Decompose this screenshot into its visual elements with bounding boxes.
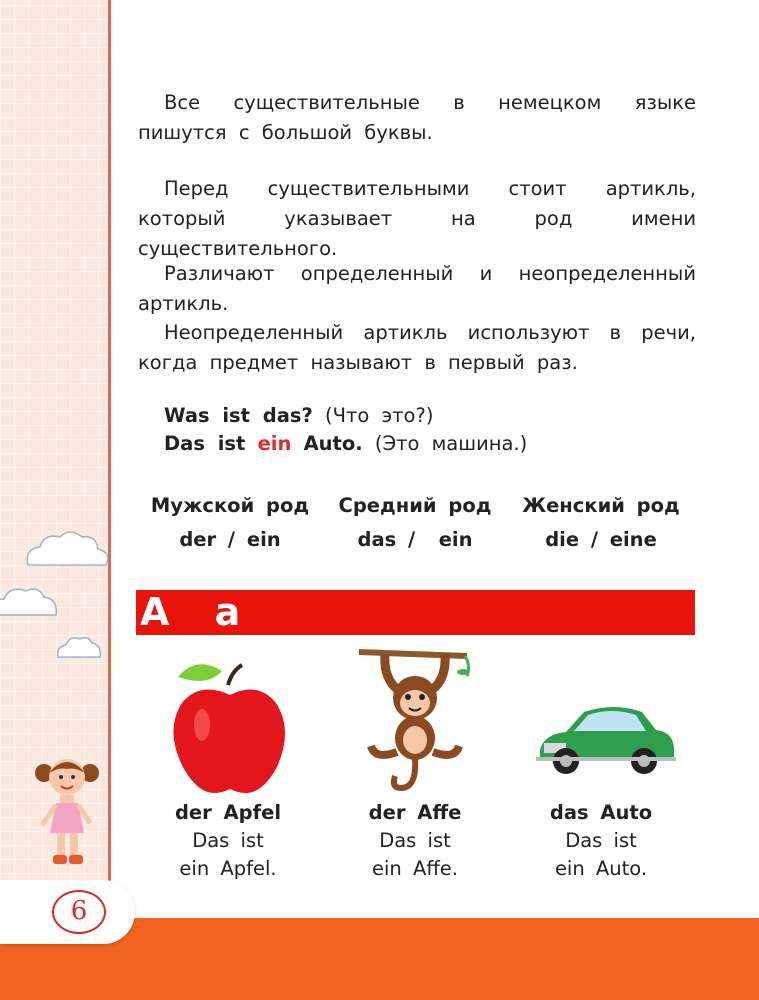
word-card-monkey-word: der Affe: [368, 801, 462, 824]
girl-illustration: [30, 755, 110, 870]
word-card-car: [511, 799, 691, 883]
car-illustration: [530, 695, 680, 785]
example-answer-article: ein: [257, 432, 292, 455]
example-answer-ru: (Это машина.): [374, 432, 528, 455]
gender-articles-neuter: das / ein: [357, 528, 473, 551]
letter-heading-bar: A a: [136, 590, 695, 635]
word-card-apple: [138, 799, 318, 883]
example-answer-de-start: Das ist: [164, 432, 246, 455]
example-question: [164, 404, 433, 427]
paragraph-article-types: Различают определенный и неопределенный артикль.: [138, 262, 696, 315]
word-card-apple-line2: ein Apfel.: [179, 857, 277, 880]
monkey-illustration: [355, 640, 480, 795]
word-card-car-line2: ein Auto.: [554, 857, 648, 880]
word-card-monkey-line2: ein Affe.: [372, 857, 458, 880]
example-answer: [164, 432, 527, 455]
example-question-de: Was ist das?: [164, 404, 313, 427]
example-question-ru: (Что это?): [325, 404, 434, 427]
gender-articles-masculine: der / ein: [179, 528, 281, 551]
word-card-car-word: das Auto: [549, 801, 653, 824]
gender-articles-feminine: die / eine: [545, 528, 657, 551]
word-card-apple-word: der Apfel: [174, 801, 282, 824]
clouds-illustration: [0, 520, 120, 670]
gender-title-masculine: Мужской род: [150, 494, 310, 517]
word-card-car-line1: Das ist: [565, 829, 637, 852]
paragraph-indefinite-usage: Неопределенный артикль используют в речи, когда предмет называют в первый раз.: [138, 321, 696, 374]
example-answer-de-end: Auto.: [303, 432, 363, 455]
word-card-apple-line1: Das ist: [192, 829, 264, 852]
gender-title-neuter: Средний род: [338, 494, 492, 517]
gender-title-feminine: Женский род: [522, 494, 680, 517]
word-card-monkey-line1: Das ist: [379, 829, 451, 852]
paragraph-capitalization: Все существительные в немецком языке пишутся с большой буквы.: [138, 91, 696, 144]
apple-illustration: [170, 655, 290, 795]
word-card-monkey: [325, 799, 505, 883]
page-number: 6: [52, 890, 106, 934]
paragraph-article-gender: Перед существительными стоит артикль, который указывает на род имени существительного.: [138, 177, 696, 260]
